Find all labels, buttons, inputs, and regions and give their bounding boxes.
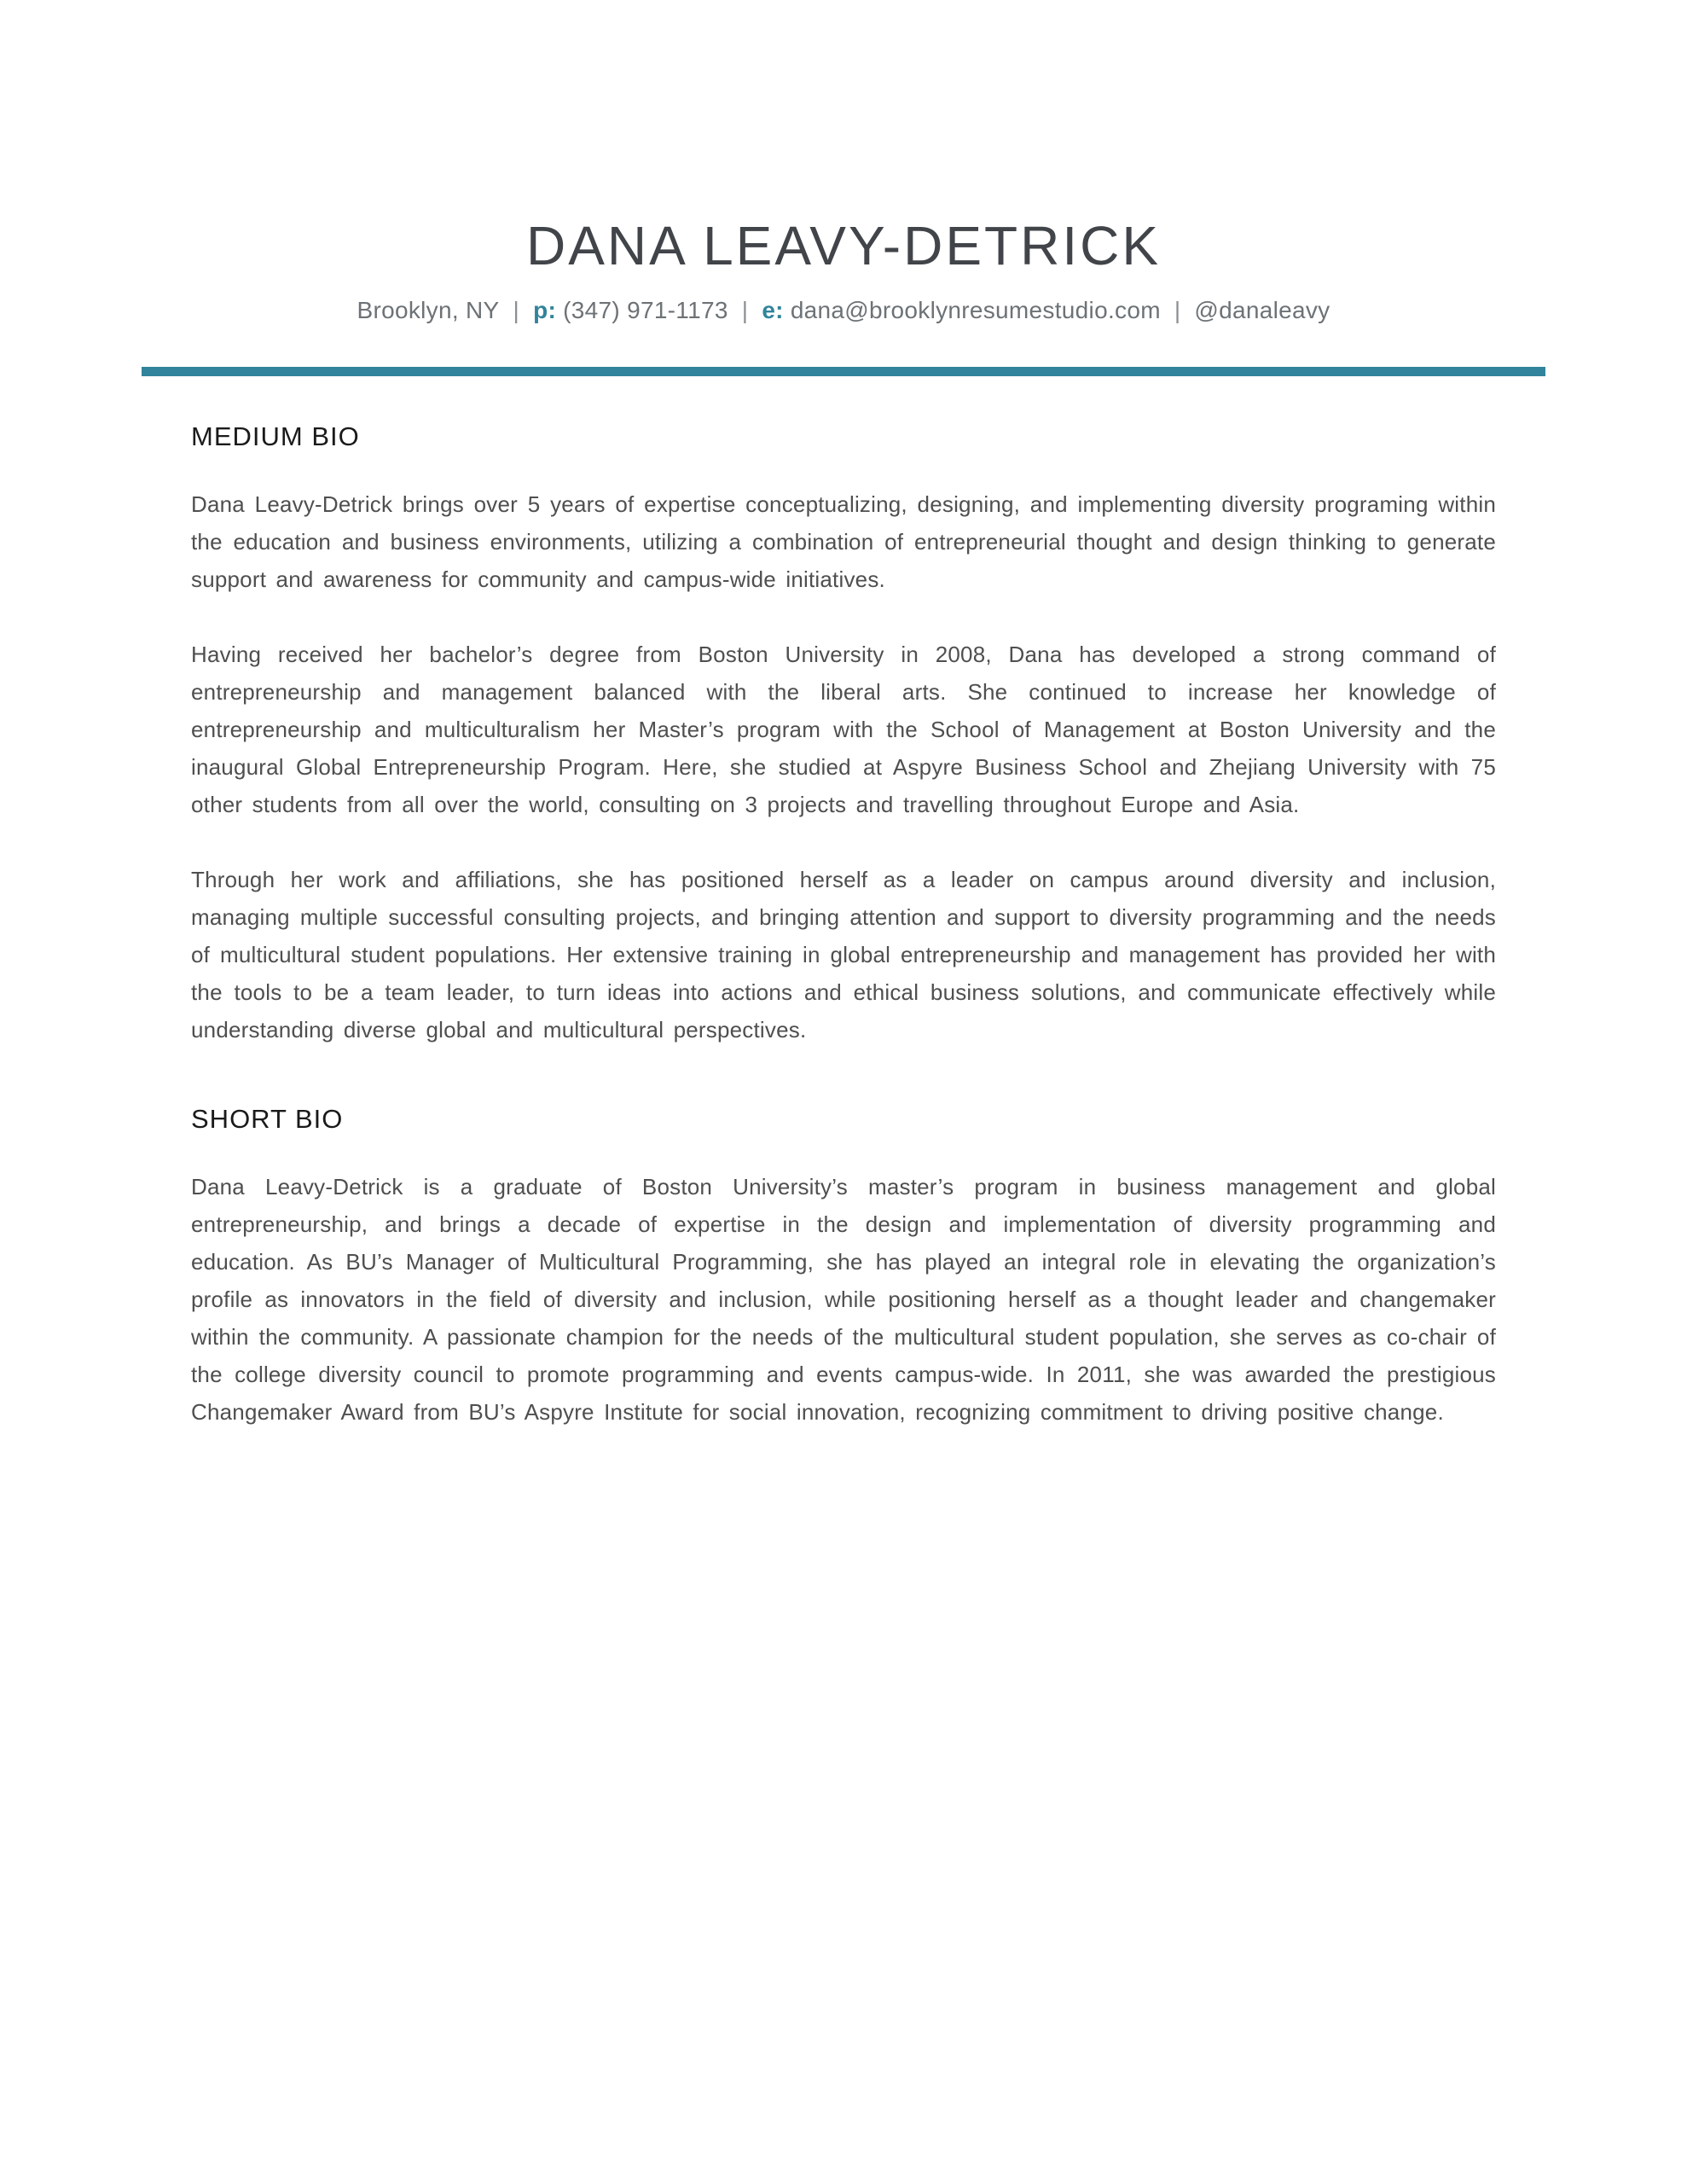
bio-paragraph: Dana Leavy-Detrick is a graduate of Boston University’s master’s program in business management and global entrepreneurship, and brings a decade of expertise in the design and implementation of diversity programming and education. As BU’s Manager of Multicultural Programming, she has played an integral role in elevating the organization’s profile as innovators in the field of diversity and inclusion, while positioning herself as a thought leader and changemaker within the community. A passionate champion for the needs of the multicultural student population, she serves as co-chair of the college diversity council to promote programming and events campus-wide. In 2011, she was awarded the prestigious Changemaker Award from BU’s Aspyre Institute for social innovation, recognizing commitment to driving positive change. bbox=[191, 1173, 1496, 1425]
page-title: DANA LEAVY-DETRICK bbox=[526, 215, 1161, 276]
divider-rule bbox=[142, 367, 1545, 376]
section-medium-bio bbox=[191, 422, 1496, 1048]
separator: | bbox=[1174, 296, 1181, 323]
bio-content bbox=[191, 422, 1496, 1431]
bio-paragraph: Having received her bachelor’s degree from Boston University in 2008, Dana has developed a strong command of entrepreneurship and management balanced with the liberal arts. She continued to increase her knowledge of entrepreneurship and multiculturalism her Master’s program with the School of Management at Boston University and the inaugural Global Entrepreneurship Program. Here, she studied at Aspyre Business School and Zhejiang University with 75 other students from all over the world, consulting on 3 projects and travelling throughout Europe and Asia. bbox=[191, 641, 1496, 817]
section-heading-medium-bio: MEDIUM BIO bbox=[191, 421, 360, 451]
document-header bbox=[0, 0, 1687, 376]
section-short-bio bbox=[191, 1105, 1496, 1431]
email-label: e: bbox=[762, 296, 784, 323]
social-handle: @danaleavy bbox=[1194, 296, 1330, 323]
separator: | bbox=[741, 296, 749, 323]
bio-paragraph: Through her work and affiliations, she has positioned herself as a leader on campus around diversity and inclusion, managing multiple successful consulting projects, and bringing attention and support to diversity programming and the needs of multicultural student populations. Her extensive training in global entrepreneurship and management has provided her with the tools to be a team leader, to turn ideas into actions and ethical business solutions, and communicate effectively while understanding diverse global and multicultural perspectives. bbox=[191, 866, 1496, 1043]
bio-paragraph: Dana Leavy-Detrick brings over 5 years of expertise conceptualizing, designing, and implementing diversity programing within the education and business environments, utilizing a combination of entrepreneurial thought and design thinking to generate support and awareness for community and campus-wide initiatives. bbox=[191, 491, 1496, 592]
phone-label: p: bbox=[533, 296, 557, 323]
contact-location: Brooklyn, NY bbox=[357, 296, 500, 323]
separator: | bbox=[513, 296, 520, 323]
email-address: dana@brooklynresumestudio.com bbox=[790, 296, 1161, 323]
phone-number: (347) 971-1173 bbox=[563, 296, 728, 323]
contact-line bbox=[0, 295, 1687, 326]
section-heading-short-bio: SHORT BIO bbox=[191, 1103, 344, 1134]
